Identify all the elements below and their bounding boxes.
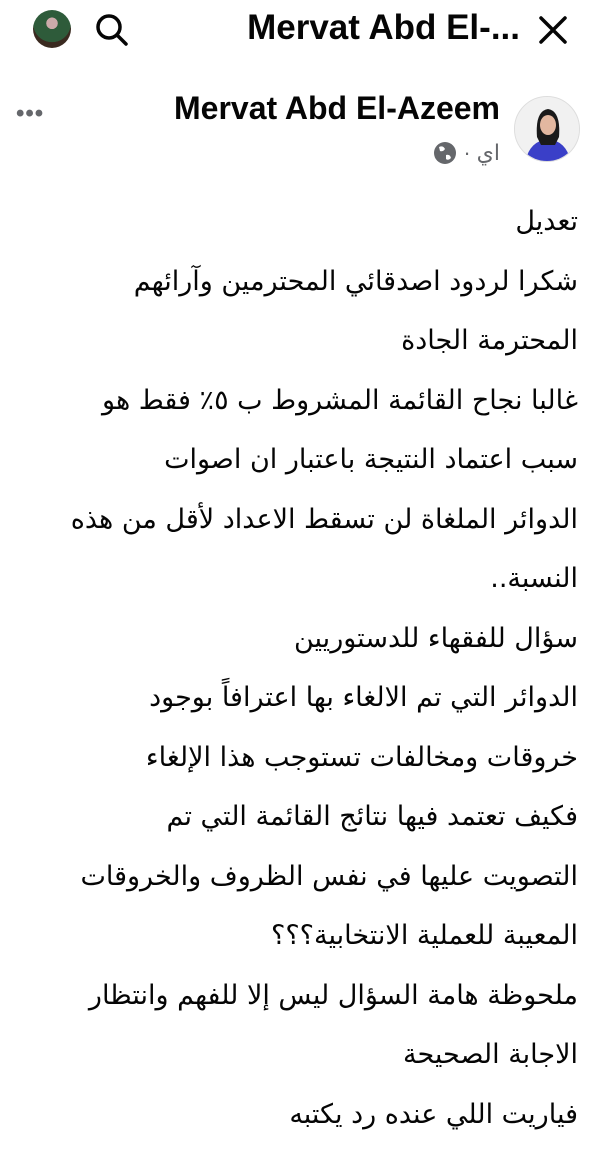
post-meta bbox=[433, 140, 500, 166]
post-text-line: النسبة.. bbox=[490, 563, 578, 594]
post-text-line: الدوائر التي تم الالغاء بها اعترافاً بوجود bbox=[149, 682, 578, 713]
post-text-line: ملحوظة هامة السؤال ليس إلا للفهم وانتظار bbox=[88, 979, 578, 1011]
post-text-line: غالبا نجاح القائمة المشروط ب ٥٪ فقط هو bbox=[102, 384, 578, 416]
more-options-icon[interactable]: ••• bbox=[16, 100, 45, 127]
post-text-line: فكيف تعتمد فيها نتائج القائمة التي تم bbox=[166, 801, 578, 832]
post-text-line: شكرا لردود اصدقائي المحترمين وآرائهم bbox=[133, 265, 578, 297]
post-text-line: الدوائر الملغاة لن تسقط الاعداد لأقل من هذه bbox=[70, 503, 578, 535]
globe-icon bbox=[433, 141, 457, 165]
post-text-line: خروقات ومخالفات تستوجب هذا الإلغاء bbox=[145, 741, 578, 773]
post-text-line: تعديل bbox=[515, 206, 578, 237]
page-title: Mervat Abd El-... bbox=[247, 8, 520, 47]
user-avatar[interactable] bbox=[33, 10, 71, 48]
post-author[interactable]: Mervat Abd El-Azeem bbox=[174, 90, 500, 126]
post-text-line: التصويت عليها في نفس الظروف والخروقات bbox=[80, 860, 578, 892]
author-avatar[interactable] bbox=[514, 96, 580, 162]
top-bar bbox=[0, 0, 600, 62]
post-time[interactable]: اي bbox=[476, 140, 500, 165]
post-text-line: المحترمة الجادة bbox=[401, 325, 578, 356]
post-text-line: سبب اعتماد النتيجة باعتبار ان اصوات bbox=[164, 444, 578, 475]
close-icon[interactable] bbox=[537, 14, 569, 46]
meta-separator: · bbox=[463, 140, 471, 165]
post-text-line: سؤال للفقهاء للدستوريين bbox=[293, 622, 578, 654]
post-text bbox=[14, 192, 578, 1144]
post-text-line: الاجابة الصحيحة bbox=[402, 1039, 578, 1070]
post-text-line: فياريت اللي عنده رد يكتبه bbox=[289, 1098, 578, 1130]
post-text-line: المعيبة للعملية الانتخابية؟؟؟ bbox=[270, 920, 578, 951]
search-icon[interactable] bbox=[94, 12, 130, 48]
